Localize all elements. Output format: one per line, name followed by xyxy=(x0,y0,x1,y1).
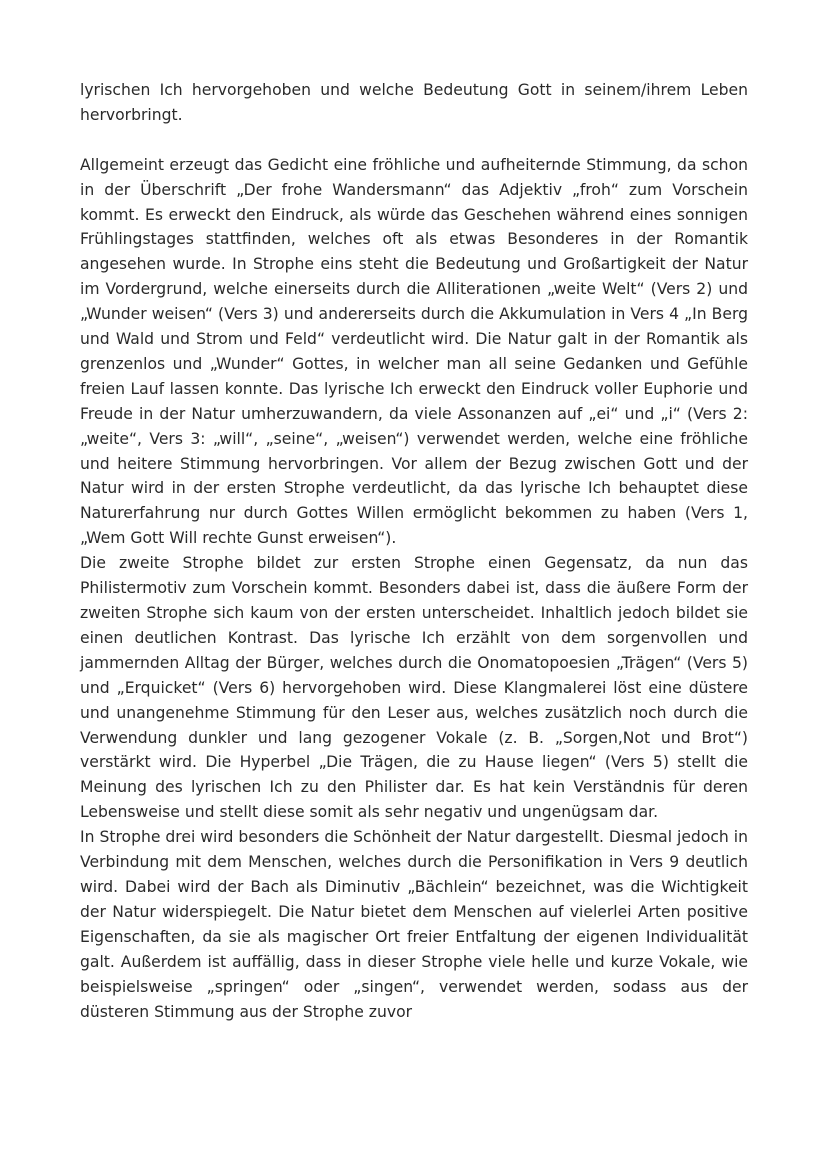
paragraph-2: Allgemeint erzeugt das Gedicht eine fröhliche und aufheiternde Stimmung, da schon in der Überschrift „Der frohe Wandersmann“ das Adjektiv „froh“ zum Vorschein kommt. Es erweckt den Eindruck, als würde das Geschehen während eines sonnigen Frühlingstages stattfinden, welches oft als etwas Besonderes in der Romantik angesehen wurde. In Strophe eins steht die Bedeutung und Großartigkeit der Natur im Vordergrund, welche einerseits durch die Alliterationen „weite Welt“ (Vers 2) und „Wunder weisen“ (Vers 3) und andererseits durch die Akkumulation in Vers 4 „In Berg und Wald und Strom und Feld“ verdeutlicht wird. Die Natur galt in der Romantik als grenzenlos und „Wunder“ Gottes, in welcher man all seine Gedanken und Gefühle freien Lauf lassen konnte. Das lyrische Ich erweckt den Eindruck voller Euphorie und Freude in der Natur umherzuwandern, da viele Assonanzen auf „ei“ und „i“ (Vers 2: „weite“, Vers 3: „will“, „seine“, „weisen“) verwendet werden, welche eine fröhliche und heitere Stimmung hervorbringen. Vor allem der Bezug zwischen Gott und der Natur wird in der ersten Strophe verdeutlicht, da das lyrische Ich behauptet diese Naturerfahrung nur durch Gottes Willen ermöglicht bekommen zu haben (Vers 1, „Wem Gott Will rechte Gunst erweisen“). xyxy=(80,155,748,548)
document-body xyxy=(80,78,748,1024)
paragraph-3: Die zweite Strophe bildet zur ersten Strophe einen Gegensatz, da nun das Philistermotiv zum Vorschein kommt. Besonders dabei ist, dass die äußere Form der zweiten Strophe sich kaum von der ersten unterscheidet. Inhaltlich jedoch bildet sie einen deutlichen Kontrast. Das lyrische Ich erzählt von dem sorgenvollen und jammernden Alltag der Bürger, welches durch die Onomatopoesien „Trägen“ (Vers 5) und „Erquicket“ (Vers 6) hervorgehoben wird. Diese Klangmalerei löst eine düstere und unangenehme Stimmung für den Leser aus, welches zusätzlich noch durch die Verwendung dunkler und lang gezogener Vokale (z. B. „Sorgen,Not und Brot“) verstärkt wird. Die Hyperbel „Die Trägen, die zu Hause liegen“ (Vers 5) stellt die Meinung des lyrischen Ich zu den Philister dar. Es hat kein Verständnis für deren Lebensweise und stellt diese somit als sehr negativ und ungenügsam dar. xyxy=(80,554,748,822)
paragraph-1: lyrischen Ich hervorgehoben und welche Bedeutung Gott in seinem/ihrem Leben hervorbringt. xyxy=(80,81,748,124)
paragraph-spacer xyxy=(80,128,748,153)
paragraph-4: In Strophe drei wird besonders die Schönheit der Natur dargestellt. Diesmal jedoch in Verbindung mit dem Menschen, welches durch die Personifikation in Vers 9 deutlich wird. Dabei wird der Bach als Diminutiv „Bächlein“ bezeichnet, was die Wichtigkeit der Natur widerspiegelt. Die Natur bietet dem Menschen auf vielerlei Arten positive Eigenschaften, da sie als magischer Ort freier Entfaltung der eigenen Individualität galt. Außerdem ist auffällig, dass in dieser Strophe viele helle und kurze Vokale, wie beispielsweise „springen“ oder „singen“, verwendet werden, sodass aus der düsteren Stimmung aus der Strophe zuvor xyxy=(80,828,748,1021)
